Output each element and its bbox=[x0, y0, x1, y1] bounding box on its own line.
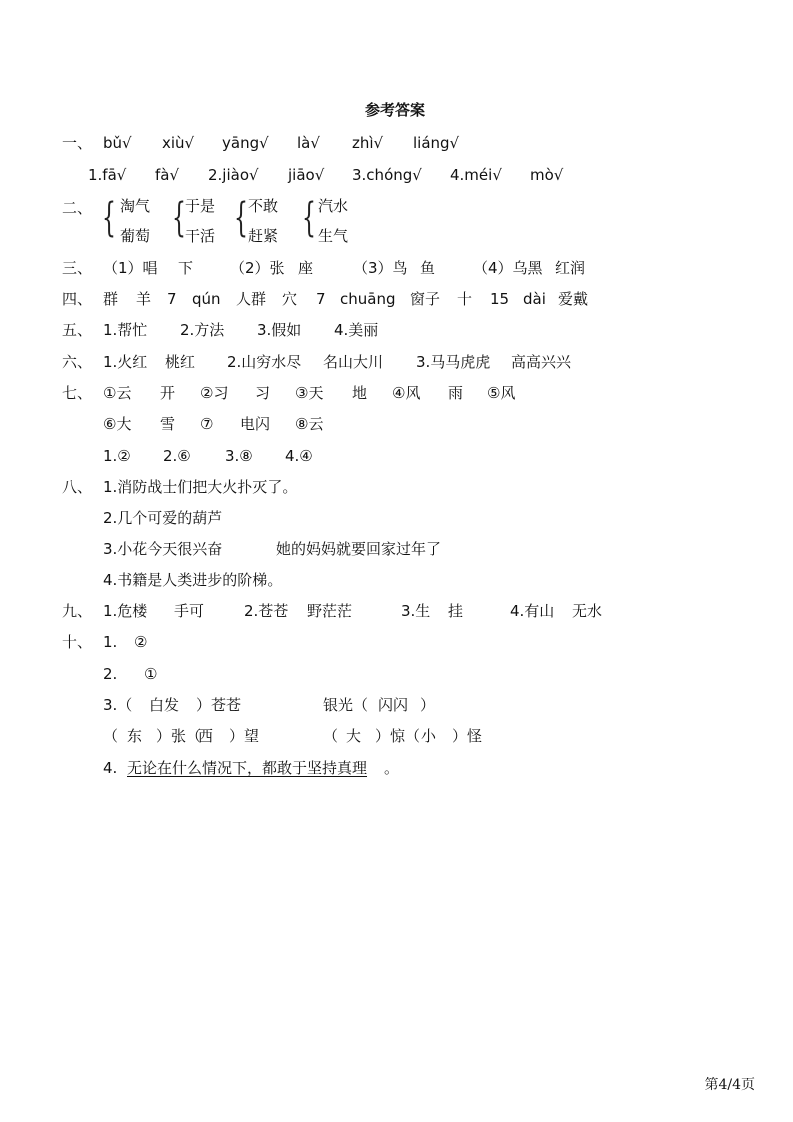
answer-item: （ bbox=[323, 727, 339, 745]
answer-item: 1.帮忙 bbox=[103, 321, 148, 339]
answer-item: xiù√ bbox=[162, 134, 195, 152]
answer-item: （2）张 bbox=[230, 259, 285, 277]
answer-item: 4.méi√ bbox=[450, 166, 502, 184]
answer-item: 手可 bbox=[174, 602, 205, 620]
answer-item: 座 bbox=[298, 259, 314, 277]
answer-item: 7 bbox=[167, 290, 177, 308]
answer-item: 7 bbox=[316, 290, 326, 308]
answer-item: 羊 bbox=[136, 290, 152, 308]
answer-sentence: 1.消防战士们把大火扑灭了。 bbox=[103, 478, 298, 496]
answer-item: ⑥大 bbox=[103, 415, 132, 433]
answer-item: là√ bbox=[297, 134, 320, 152]
answer-item: jiāo√ bbox=[288, 166, 325, 184]
answer-item: 西 bbox=[198, 727, 214, 745]
answer-item: ）怪 bbox=[452, 727, 483, 745]
answer-item: 人群 bbox=[236, 290, 267, 308]
answer-item: 2.方法 bbox=[180, 321, 225, 339]
word-top: 淘气 bbox=[120, 197, 151, 215]
section-label: 四、 bbox=[62, 290, 93, 308]
answer-item: 2.山穷水尽 bbox=[227, 353, 302, 371]
answer-item: ⑧云 bbox=[295, 415, 324, 433]
answer-item: ⑦ bbox=[200, 415, 214, 433]
answer-item: 。 bbox=[384, 759, 400, 777]
answer-item: ） bbox=[420, 696, 436, 714]
brace-icon: { bbox=[234, 195, 248, 241]
answer-item: 3.生 bbox=[401, 602, 431, 620]
page-title: 参考答案 bbox=[365, 101, 426, 119]
answer-item: 开 bbox=[160, 384, 176, 402]
answer-item: dài bbox=[523, 290, 546, 308]
answer-item: 桃红 bbox=[165, 353, 196, 371]
answer-item: ① bbox=[144, 665, 158, 683]
answer-item: 东 bbox=[127, 727, 143, 745]
answer-item: （ bbox=[103, 727, 119, 745]
word-bottom: 干活 bbox=[185, 227, 216, 245]
word-bottom: 生气 bbox=[318, 227, 349, 245]
answer-item: 15 bbox=[490, 290, 510, 308]
section-label: 二、 bbox=[62, 199, 93, 217]
answer-item: 3.chóng√ bbox=[352, 166, 422, 184]
answer-item: 小 bbox=[421, 727, 437, 745]
answer-item: 1.火红 bbox=[103, 353, 148, 371]
answer-item: ）张（ bbox=[156, 727, 202, 745]
answer-item: 3.假如 bbox=[257, 321, 302, 339]
answer-item: ⑤风 bbox=[487, 384, 516, 402]
answer-item: 1. bbox=[103, 633, 118, 651]
answer-sentence: 她的妈妈就要回家过年了 bbox=[276, 540, 442, 558]
answer-item: 2.苍苍 bbox=[244, 602, 289, 620]
answer-item: 十 bbox=[457, 290, 473, 308]
answer-sentence: 3.小花今天很兴奋 bbox=[103, 540, 223, 558]
answer-item: 4.有山 bbox=[510, 602, 555, 620]
answer-item: 2.jiào√ bbox=[208, 166, 259, 184]
answer-item: （1）唱 bbox=[103, 259, 158, 277]
answer-item: 1.fā√ bbox=[88, 166, 127, 184]
answer-item: 挂 bbox=[448, 602, 464, 620]
section-label: 三、 bbox=[62, 259, 93, 277]
answer-item: 大 bbox=[346, 727, 362, 745]
section-label: 八、 bbox=[62, 478, 93, 496]
answer-item: 电闪 bbox=[240, 415, 271, 433]
answer-item: 4.④ bbox=[285, 447, 313, 465]
answer-sentence: 2.几个可爱的葫芦 bbox=[103, 509, 223, 527]
word-bottom: 赶紧 bbox=[248, 227, 279, 245]
word-top: 于是 bbox=[185, 197, 216, 215]
answer-item: 地 bbox=[352, 384, 368, 402]
answer-item: 银光（ bbox=[323, 696, 369, 714]
answer-item: 鱼 bbox=[420, 259, 436, 277]
section-label: 七、 bbox=[62, 384, 93, 402]
answer-item: 3.⑧ bbox=[225, 447, 253, 465]
answer-item: 白发 bbox=[149, 696, 180, 714]
answer-item: 穴 bbox=[282, 290, 298, 308]
answer-item: ）苍苍 bbox=[196, 696, 242, 714]
brace-icon: { bbox=[302, 195, 316, 241]
brace-icon: { bbox=[172, 195, 186, 241]
answer-item: yāng√ bbox=[222, 134, 269, 152]
word-top: 不敢 bbox=[248, 197, 279, 215]
answer-sentence: 无论在什么情况下，都敢于坚持真理 bbox=[127, 759, 368, 777]
answer-item: fà√ bbox=[155, 166, 180, 184]
answer-item: liáng√ bbox=[413, 134, 460, 152]
answer-item: （3）鸟 bbox=[353, 259, 408, 277]
answer-item: ）望 bbox=[229, 727, 260, 745]
section-label: 十、 bbox=[62, 633, 93, 651]
word-top: 汽水 bbox=[318, 197, 349, 215]
answer-item: qún bbox=[192, 290, 221, 308]
answer-item: zhì√ bbox=[352, 134, 384, 152]
answer-item: mò√ bbox=[530, 166, 564, 184]
answer-item: ②习 bbox=[200, 384, 229, 402]
answer-item: 红润 bbox=[555, 259, 586, 277]
answer-item: 爱戴 bbox=[558, 290, 589, 308]
section-label: 五、 bbox=[62, 321, 93, 339]
section-label: 一、 bbox=[62, 134, 93, 152]
answer-item: 无水 bbox=[572, 602, 603, 620]
brace-icon: { bbox=[102, 195, 116, 241]
answer-item: 3.（ bbox=[103, 696, 133, 714]
answer-item: 高高兴兴 bbox=[511, 353, 572, 371]
answer-item: 3.马马虎虎 bbox=[416, 353, 491, 371]
answer-item: ② bbox=[134, 633, 148, 651]
answer-item: ④风 bbox=[392, 384, 421, 402]
answer-item: 雪 bbox=[160, 415, 176, 433]
answer-item: 习 bbox=[255, 384, 271, 402]
answer-item: 1.危楼 bbox=[103, 602, 148, 620]
answer-item: 1.② bbox=[103, 447, 131, 465]
answer-item: bǔ√ bbox=[103, 134, 132, 152]
answer-item: chuāng bbox=[340, 290, 396, 308]
section-label: 九、 bbox=[62, 602, 93, 620]
answer-item: 4. bbox=[103, 759, 118, 777]
answer-item: 2. bbox=[103, 665, 118, 683]
answer-item: 群 bbox=[103, 290, 119, 308]
word-bottom: 葡萄 bbox=[120, 227, 151, 245]
answer-item: 闪闪 bbox=[378, 696, 409, 714]
answer-item: 4.美丽 bbox=[334, 321, 379, 339]
answer-item: ）惊（ bbox=[375, 727, 421, 745]
section-label: 六、 bbox=[62, 353, 93, 371]
page-number: 第4/4页 bbox=[704, 1077, 755, 1093]
answer-item: ③天 bbox=[295, 384, 324, 402]
answer-item: 2.⑥ bbox=[163, 447, 191, 465]
answer-item: 名山大川 bbox=[323, 353, 384, 371]
answer-item: （4）乌黑 bbox=[473, 259, 543, 277]
answer-item: 野茫茫 bbox=[307, 602, 353, 620]
answer-item: 雨 bbox=[448, 384, 464, 402]
answer-item: 窗子 bbox=[410, 290, 441, 308]
answer-item: ①云 bbox=[103, 384, 132, 402]
answer-item: 下 bbox=[178, 259, 194, 277]
answer-sentence: 4.书籍是人类进步的阶梯。 bbox=[103, 571, 283, 589]
